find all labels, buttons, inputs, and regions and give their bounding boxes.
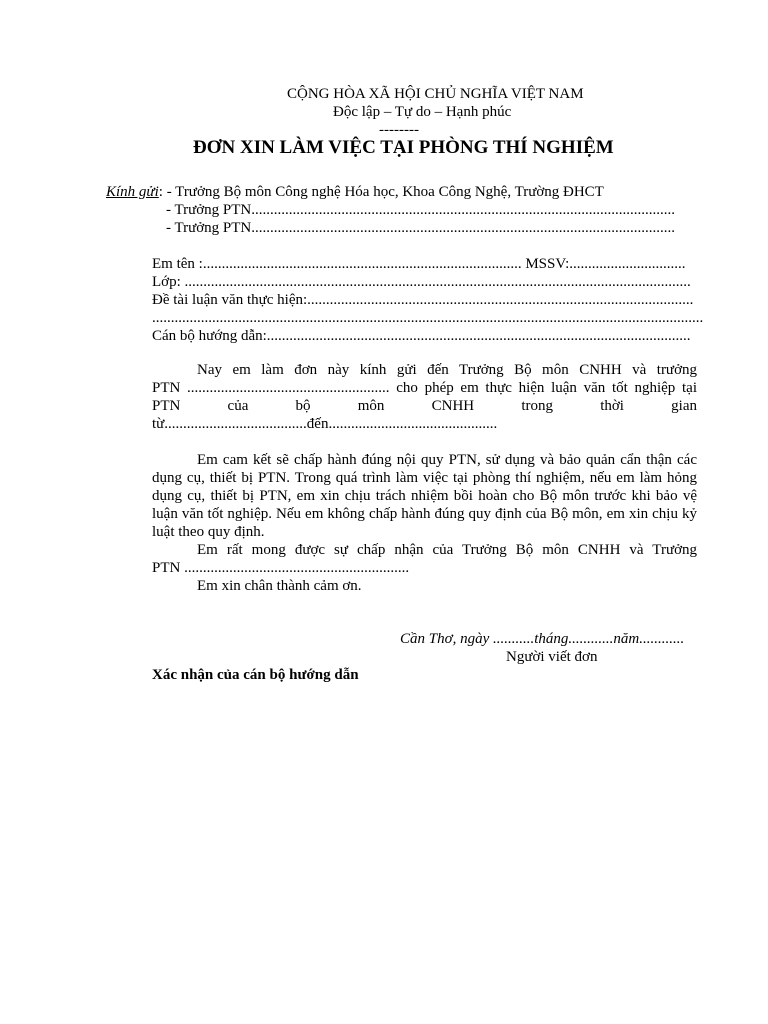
paragraph-line: dụng cụ, thiết bị PTN. Trong quá trình làm việc tại phòng thí nghiệm, nếu em làm hỏng (152, 470, 697, 486)
header-divider: -------- (379, 122, 419, 138)
thanks-line: Em xin chân thành cảm ơn. (197, 578, 362, 594)
paragraph-line: PTN của bộ môn CNHH trong thời gian (152, 398, 697, 414)
thesis-field: Đề tài luận văn thực hiện:....................................................................................................... (152, 292, 694, 308)
thesis-field-continued: ................................................................................................................................................... (152, 310, 704, 326)
recipient-3: - Trưởng PTN................................................................................................................. (166, 220, 676, 236)
paragraph-line: PTN ............................................................ (152, 560, 410, 576)
place-date: Cần Thơ, ngày ...........tháng............năm............ (400, 631, 685, 647)
paragraph-request (152, 361, 697, 433)
recipient-line-1 (106, 183, 604, 201)
recipient-label: Kính gửi (106, 184, 159, 200)
paragraph-line: Nay em làm đơn này kính gửi đến Trưởng Bộ môn CNHH và trưởng (197, 362, 697, 378)
signer-label: Người viết đơn (506, 649, 598, 665)
paragraph-line: luận văn tốt nghiệp. Nếu em không chấp hành đúng quy định của Bộ môn, em xin chịu kỷ (152, 506, 697, 522)
class-field: Lớp: ....................................................................................................................................... (152, 274, 691, 290)
advisor-confirmation: Xác nhận của cán bộ hướng dẫn (152, 667, 359, 683)
paragraph-line: Em cam kết sẽ chấp hành đúng nội quy PTN, sử dụng và bảo quản cẩn thận các (197, 452, 697, 468)
name-field: Em tên :..................................................................................... MSSV:............................... (152, 256, 686, 272)
recipient-colon: : (158, 184, 163, 200)
paragraph-line: từ......................................đến............................................. (152, 416, 498, 432)
paragraph-line: PTN ...................................................... cho phép em thực hiện luận văn tốt nghiệp tại (152, 380, 697, 396)
motto: Độc lập – Tự do – Hạnh phúc (333, 104, 512, 120)
nation-heading: CỘNG HÒA XÃ HỘI CHỦ NGHĨA VIỆT NAM (287, 86, 584, 102)
document-title: ĐƠN XIN LÀM VIỆC TẠI PHÒNG THÍ NGHIỆM (193, 137, 614, 158)
paragraph-line: dụng cụ, thiết bị PTN, em xin chịu trách nhiệm bồi hoàn cho Bộ môn trước khi bảo vệ (152, 488, 697, 504)
recipient-2: - Trưởng PTN................................................................................................................. (166, 202, 676, 218)
paragraph-line: Em rất mong được sự chấp nhận của Trưởng Bộ môn CNHH và Trưởng (197, 542, 697, 558)
paragraph-line: luật theo quy định. (152, 524, 265, 540)
paragraph-commitment (152, 451, 697, 541)
recipient-1: - Trưởng Bộ môn Công nghệ Hóa học, Khoa Công Nghệ, Trường ĐHCT (162, 184, 604, 200)
paragraph-hope (152, 541, 697, 577)
advisor-field: Cán bộ hướng dẫn:................................................................................................................. (152, 328, 691, 344)
